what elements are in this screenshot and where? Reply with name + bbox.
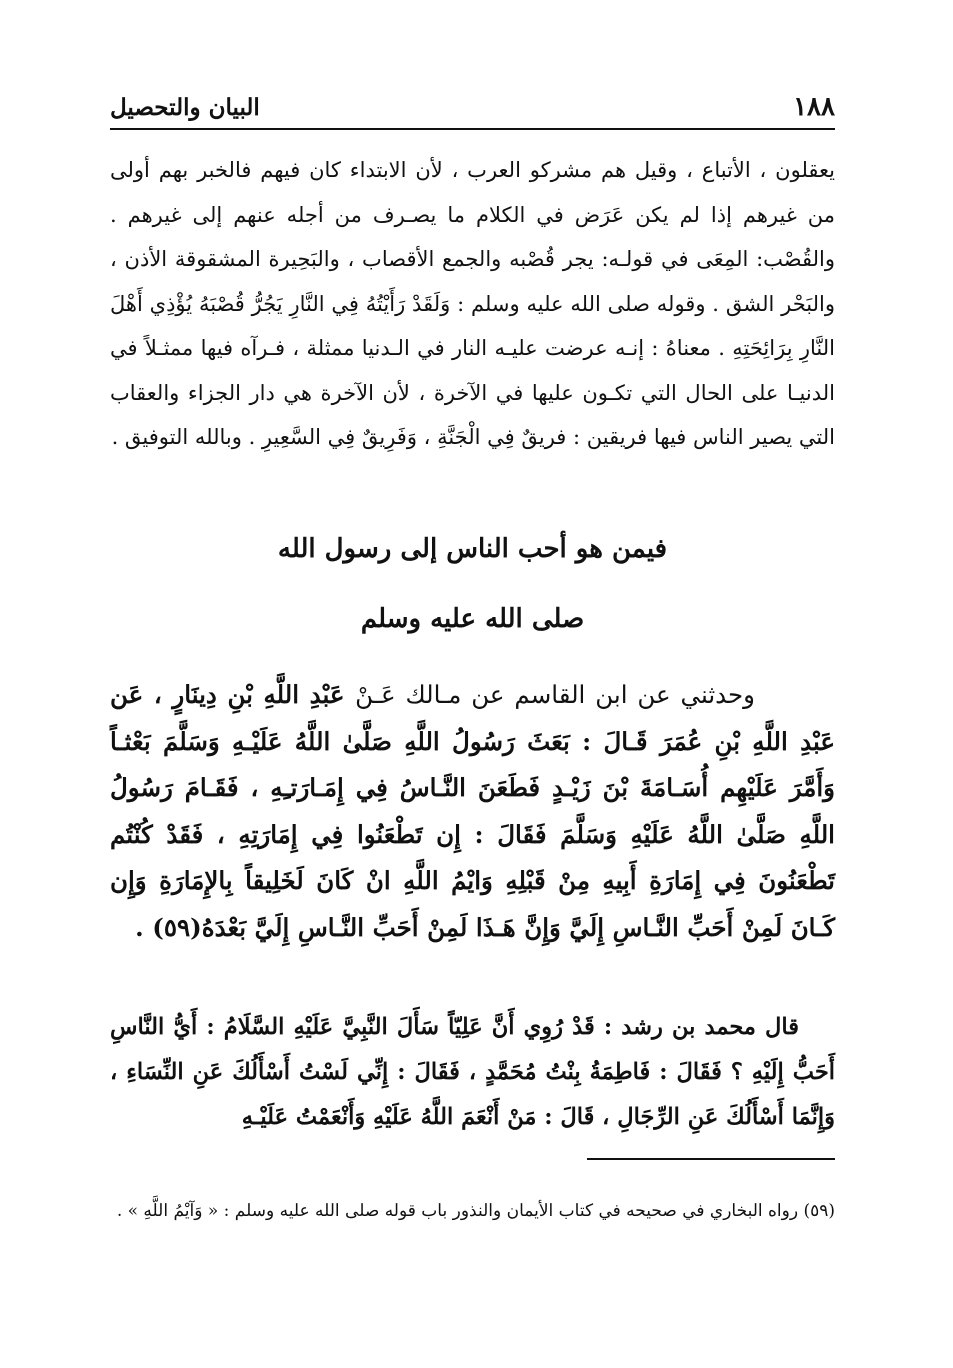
footnote-separator bbox=[587, 1158, 835, 1160]
page-header bbox=[110, 88, 835, 130]
hadith-paragraph bbox=[110, 672, 835, 951]
hadith-isnad: وحدثني عن ابن القاسم عن مـالك عَـنْ bbox=[355, 680, 755, 709]
commentary-text: قال محمد بن رشد : قَدْ رُوِي أَنَّ عَلِيّاً سَأَلَ النَّبِيَّ عَلَيْهِ السَّلَامُ : أَيُّ النَّاسِ أَحَبُّ إِلَيْهِ ؟ فَقَالَ : فَاطِمَةُ بِنْتُ مُحَمَّدٍ ، فَقَالَ : إِنِّي لَسْتُ أَسْأَلُكَ عَنِ النِّسَاءِ ، وَإِنَّمَا أَسْأَلُكَ عَنِ الرِّجَالِ ، قَالَ : مَنْ أَنْعَمَ اللَّهُ عَلَيْهِ وَأَنْعَمْتُ عَلَيْـهِ bbox=[110, 1014, 835, 1130]
running-title: البيان والتحصيل bbox=[110, 94, 260, 121]
section-heading-line-2: صلى الله عليه وسلم bbox=[360, 604, 585, 634]
ibn-rushd-commentary bbox=[110, 1005, 835, 1140]
page-number: ١٨٨ bbox=[793, 92, 835, 122]
footnote: (٥٩) رواه البخاري في صحيحه في كتاب الأيمان والنذور باب قوله صلى الله عليه وسلم : « وَآيْمُ اللَّهِ » . bbox=[116, 1201, 835, 1221]
commentary-paragraph: يعقلون ، الأتباع ، وقيل هم مشركو العرب ، لأن الابتداء كان فيهم فالخبر بهم أولى من غيرهم إذا لم يكن عَرَض في الكلام ما يصـرف من أجله عنهم إلى غيرهم . والقُصْب: المِعَى في قولـه: يجر قُصْبه والجمع الأقصاب ، والبَحِيرة المشقوقة الأذن ، والبَحْر الشق . وقوله صلى الله عليه وسلم : وَلَقَدْ رَأَيْتُهُ فِي النَّارِ يَجُرُّ قُصْبَهُ يُؤْذِي أَهْلَ النَّارِ بِرَائِحَتِهِ . معناهُ : إنـه عرضت عليـه النار في الـدنيا ممثلة ، فـرآه فيها ممثـلاً في الدنيـا على الحال التي تكـون عليها في الآخرة ، لأن الآخرة هي دار الجزاء والعقاب التي يصير الناس فيها فريقين : فريقٌ فِي الْجَنَّةِ ، وَفَرِيقٌ فِي السَّعِيرِ . وبالله التوفيق . bbox=[110, 158, 835, 449]
section-heading-line-1: فيمن هو أحب الناس إلى رسول الله bbox=[277, 534, 668, 564]
hadith-text: عَبْدِ اللَّهِ بْنِ دِينَارٍ ، عَن عَبْدِ اللَّهِ بْنِ عُمَرَ قَـالَ : بَعَثَ رَسُولُ اللَّهِ صَلَّىٰ اللَّهُ عَلَيْـهِ وَسَلَّمَ بَعْثـاً وَأَمَّرَ عَلَيْهِم أُسَـامَةَ بْنَ زَيْـدٍ فَطَعَنَ النَّـاسُ فِي إِمَـارَتـِهِ ، فَقَـامَ رَسُولُ اللَّهِ صَلَّىٰ اللَّهُ عَلَيْهِ وَسَلَّمَ فَقَالَ : إِن تَطْعَنُوا فِي إِمَارَتِهِ ، فَقَدْ كُنْتُم تَطْعَنُونَ فِي إِمَارَةِ أَبِيهِ مِنْ قَبْلِهِ وَايْمُ اللَّهِ انْ كَانَ لَخَلِيقاً بِالإِمَارَةِ وَإِن كَـانَ لَمِنْ أَحَبِّ النَّـاسِ إِلَيَّ وَإِنَّ هَـذَا لَمِنْ أَحَبِّ النَّـاسِ إِلَيَّ بَعْدَهُ(٥٩) . bbox=[110, 680, 835, 942]
